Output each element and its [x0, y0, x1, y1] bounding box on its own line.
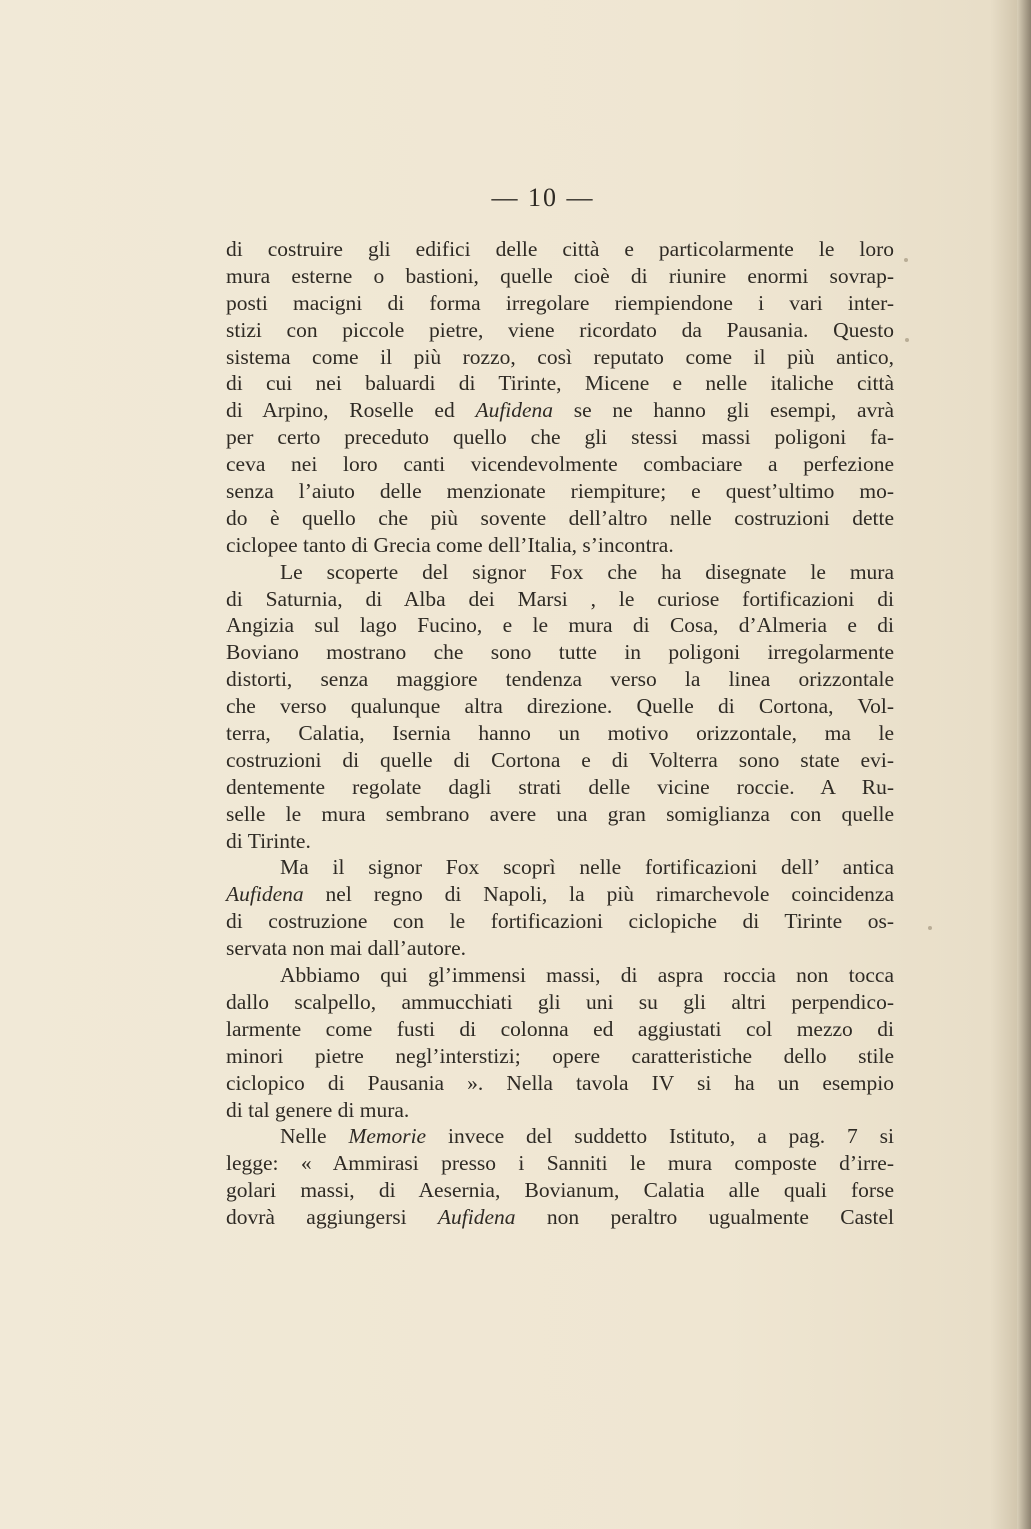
text-line: [226, 451, 894, 478]
text-segment: Boviano mostrano che sono tutte in poligoni irregolarmente: [226, 640, 894, 665]
body-text: [226, 236, 894, 1231]
text-segment: legge: « Ammirasi presso i Sanniti le mura composte d’irre-: [226, 1151, 894, 1176]
text-line: [226, 1204, 894, 1231]
text-segment: distorti, senza maggiore tendenza verso la linea orizzontale: [226, 667, 894, 692]
italic-text: Aufidena: [475, 398, 554, 423]
text-line: [226, 505, 894, 532]
text-segment: dallo scalpello, ammucchiati gli uni su gli altri perpendico-: [226, 989, 894, 1014]
text-line: [226, 424, 894, 451]
text-segment: dentemente regolate dagli strati delle vicine roccie. A Ru-: [226, 774, 894, 799]
page-number: — 10 —: [491, 183, 595, 212]
text-line: [226, 666, 894, 693]
text-segment: terra, Calatia, Isernia hanno un motivo orizzontale, ma le: [226, 721, 894, 746]
text-line: [226, 1097, 894, 1124]
text-line: [226, 397, 894, 424]
text-segment: di tal genere di mura.: [226, 1097, 410, 1122]
text-line: [226, 801, 894, 828]
text-line: [226, 290, 894, 317]
text-segment: nel regno di Napoli, la più rimarchevole coincidenza: [303, 882, 894, 907]
text-segment: selle le mura sembrano avere una gran somiglianza con quelle: [226, 801, 894, 826]
text-segment: ceva nei loro canti vicendevolmente combaciare a perfezione: [226, 452, 894, 477]
margin-speck: [928, 926, 932, 930]
text-line: [226, 236, 894, 263]
text-line: [226, 1150, 894, 1177]
text-segment: sistema come il più rozzo, così reputato come il più antico,: [226, 344, 894, 369]
text-line: [226, 612, 894, 639]
text-line: [226, 317, 894, 344]
italic-text: Memorie: [348, 1124, 427, 1149]
text-line: [226, 478, 894, 505]
text-segment: di costruire gli edifici delle città e particolarmente le loro: [226, 237, 894, 261]
text-line: [226, 908, 894, 935]
text-line: [226, 774, 894, 801]
text-segment: se ne hanno gli esempi, avrà: [553, 398, 895, 423]
text-segment: di Tirinte.: [226, 828, 311, 853]
text-segment: di costruzione con le fortificazioni ciclopiche di Tirinte os-: [226, 909, 894, 934]
text-line: [226, 693, 894, 720]
text-line: [226, 1177, 894, 1204]
text-line: [226, 370, 894, 397]
text-line: [226, 935, 894, 962]
text-segment: servata non mai dall’autore.: [226, 936, 466, 961]
text-line: [226, 747, 894, 774]
text-line: [226, 1043, 894, 1070]
text-segment: Angizia sul lago Fucino, e le mura di Cosa, d’Almeria e di: [226, 613, 894, 638]
text-segment: posti macigni di forma irregolare riempiendone i vari inter-: [226, 290, 894, 315]
text-segment: Le scoperte del signor Fox che ha disegnate le mura: [280, 559, 894, 584]
italic-text: Aufidena: [437, 1205, 516, 1230]
text-segment: di Saturnia, di Alba dei Marsi , le curiose fortificazioni di: [226, 586, 894, 611]
text-line: [226, 559, 894, 586]
text-line: [226, 828, 894, 855]
text-line: [226, 881, 894, 908]
text-line: [226, 639, 894, 666]
text-segment: invece del suddetto Istituto, a pag. 7 si: [426, 1124, 894, 1149]
text-segment: stizi con piccole pietre, viene ricordato da Pausania. Questo: [226, 317, 894, 342]
text-line: [226, 532, 894, 559]
text-line: [226, 989, 894, 1016]
text-segment: Ma il signor Fox scoprì nelle fortificazioni dell’ antica: [280, 855, 894, 880]
text-line: [226, 854, 894, 881]
text-segment: non peraltro ugualmente Castel: [515, 1205, 894, 1230]
text-segment: minori pietre negl’interstizi; opere caratteristiche dello stile: [226, 1043, 894, 1068]
text-segment: costruzioni di quelle di Cortona e di Volterra sono state evi-: [226, 747, 894, 772]
text-segment: ciclopico di Pausania ». Nella tavola IV si ha un esempio: [226, 1070, 894, 1095]
text-line: [226, 962, 894, 989]
margin-speck: [904, 258, 908, 262]
margin-speck: [905, 338, 909, 342]
text-segment: do è quello che più sovente dell’altro nelle costruzioni dette: [226, 505, 894, 530]
text-line: [226, 263, 894, 290]
text-segment: per certo preceduto quello che gli stessi massi poligoni fa-: [226, 425, 894, 450]
text-line: [226, 1070, 894, 1097]
text-line: [226, 1123, 894, 1150]
text-line: [226, 344, 894, 371]
text-line: [226, 720, 894, 747]
italic-text: Aufidena: [226, 882, 304, 907]
text-segment: larmente come fusti di colonna ed aggiustati col mezzo di: [226, 1016, 894, 1041]
text-segment: di Arpino, Roselle ed: [226, 398, 476, 423]
text-segment: Nelle: [280, 1124, 349, 1149]
text-line: [226, 586, 894, 613]
text-segment: ciclopee tanto di Grecia come dell’Italia, s’incontra.: [226, 532, 674, 557]
text-segment: golari massi, di Aesernia, Bovianum, Calatia alle quali forse: [226, 1178, 894, 1203]
text-segment: mura esterne o bastioni, quelle cioè di riunire enormi sovrap-: [226, 263, 894, 288]
text-segment: di cui nei baluardi di Tirinte, Micene e nelle italiche città: [226, 371, 894, 396]
text-segment: che verso qualunque altra direzione. Quelle di Cortona, Vol-: [226, 694, 894, 719]
text-segment: senza l’aiuto delle menzionate riempiture; e quest’ultimo mo-: [226, 479, 894, 504]
text-segment: dovrà aggiungersi: [226, 1205, 438, 1230]
text-segment: Abbiamo qui gl’immensi massi, di aspra roccia non tocca: [280, 963, 894, 988]
page-edge-shadow: [1017, 0, 1031, 1529]
text-line: [226, 1016, 894, 1043]
